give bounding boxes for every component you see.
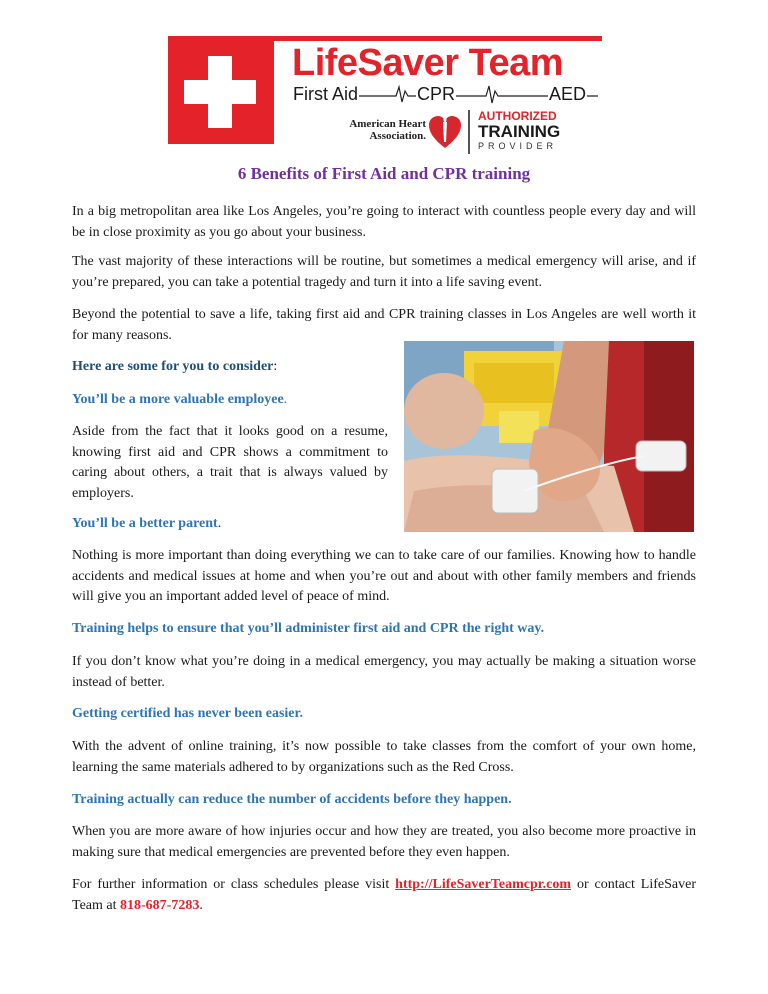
logo-sub-aed: AED — [549, 84, 587, 104]
heading-reduce — [72, 790, 696, 811]
paragraph-parent: Nothing is more important than doing everything we can to take care of our families. Knowing how to handle accidents and medical issues at home and when you’re out and about with other family members and friends will give you an important added level of peace of mind. — [72, 548, 696, 604]
heading-parent-text: You’ll be a better parent — [72, 516, 218, 531]
logo-subtitle — [292, 82, 598, 106]
logo-sub-cpr: CPR — [417, 84, 456, 104]
cpr-training-photo — [404, 341, 694, 532]
heading-right-way — [72, 619, 696, 640]
heart-torch-icon — [428, 114, 462, 150]
heading-certified — [72, 704, 696, 725]
article-title: 6 Benefits of First Aid and CPR training — [237, 164, 531, 183]
atp-authorized: AUTHORIZED — [478, 109, 557, 123]
paragraph-right-way: If you don’t know what you’re doing in a medical emergency, you may actually be making a situation worse instead of better. — [72, 654, 696, 690]
paragraph-routine: The vast majority of these interactions will be routine, but sometimes a medical emergency will arise, and if you’re prepared, you can take a potential tragedy and turn it into a life saving event. — [72, 254, 696, 290]
atp-training: TRAINING — [478, 122, 561, 141]
authorized-training-provider — [468, 110, 610, 154]
company-logo — [168, 36, 602, 158]
heading-certified-text: Getting certified has never been easier. — [72, 706, 303, 721]
aha-logo — [330, 112, 460, 152]
atp-provider: PROVIDER — [478, 141, 558, 151]
consider-colon: : — [273, 359, 278, 374]
contact-pre: For further information or class schedules please visit — [72, 877, 390, 892]
heading-right-way-text: Training helps to ensure that you’ll administer first aid and CPR the right way. — [72, 621, 545, 636]
paragraph-certified: With the advent of online training, it’s now possible to take classes from the comfort of your own home, learning the same materials adhered to by organizations such as the Red Cross. — [72, 739, 696, 775]
heading-employee-period: . — [283, 392, 288, 407]
consider-heading — [72, 357, 388, 378]
red-cross-icon — [168, 40, 274, 144]
paragraph-employee: Aside from the fact that it looks good on a resume, knowing first aid and CPR shows a commitment to caring about others, a trait that is always valued by employers. — [72, 424, 388, 501]
contact-end: . — [199, 897, 203, 913]
consider-text: Here are some for you to consider — [72, 359, 274, 374]
heading-reduce-text: Training actually can reduce the number of accidents before they happen. — [72, 792, 512, 807]
heading-employee — [72, 390, 388, 411]
aha-line-1: American Heart — [349, 118, 426, 130]
heading-parent-period: . — [217, 516, 222, 531]
heading-employee-text: You’ll be a more valuable employee — [72, 392, 284, 407]
paragraph-reduce: When you are more aware of how injuries occur and how they are treated, you also become more proactive in making sure that medical emergencies are prevented before they even happen. — [72, 824, 696, 860]
paragraph-intro: In a big metropolitan area like Los Angeles, you’re going to interact with countless people every day and will be in close proximity as you go about your business. — [72, 204, 696, 240]
website-link[interactable]: http://LifeSaverTeamcpr.com — [395, 877, 572, 892]
logo-title: LifeSaver Team — [292, 42, 564, 84]
contact-mid: or contact LifeSaver Team at — [72, 877, 696, 913]
phone-number: 818-687-7283 — [120, 897, 200, 913]
paragraph-contact — [72, 875, 696, 916]
logo-sub-first-aid: First Aid — [293, 84, 359, 104]
paragraph-beyond: Beyond the potential to save a life, taking first aid and CPR training classes in Los Angeles are well worth it for many reasons. — [72, 307, 696, 343]
aha-line-2: Association. — [369, 130, 426, 142]
